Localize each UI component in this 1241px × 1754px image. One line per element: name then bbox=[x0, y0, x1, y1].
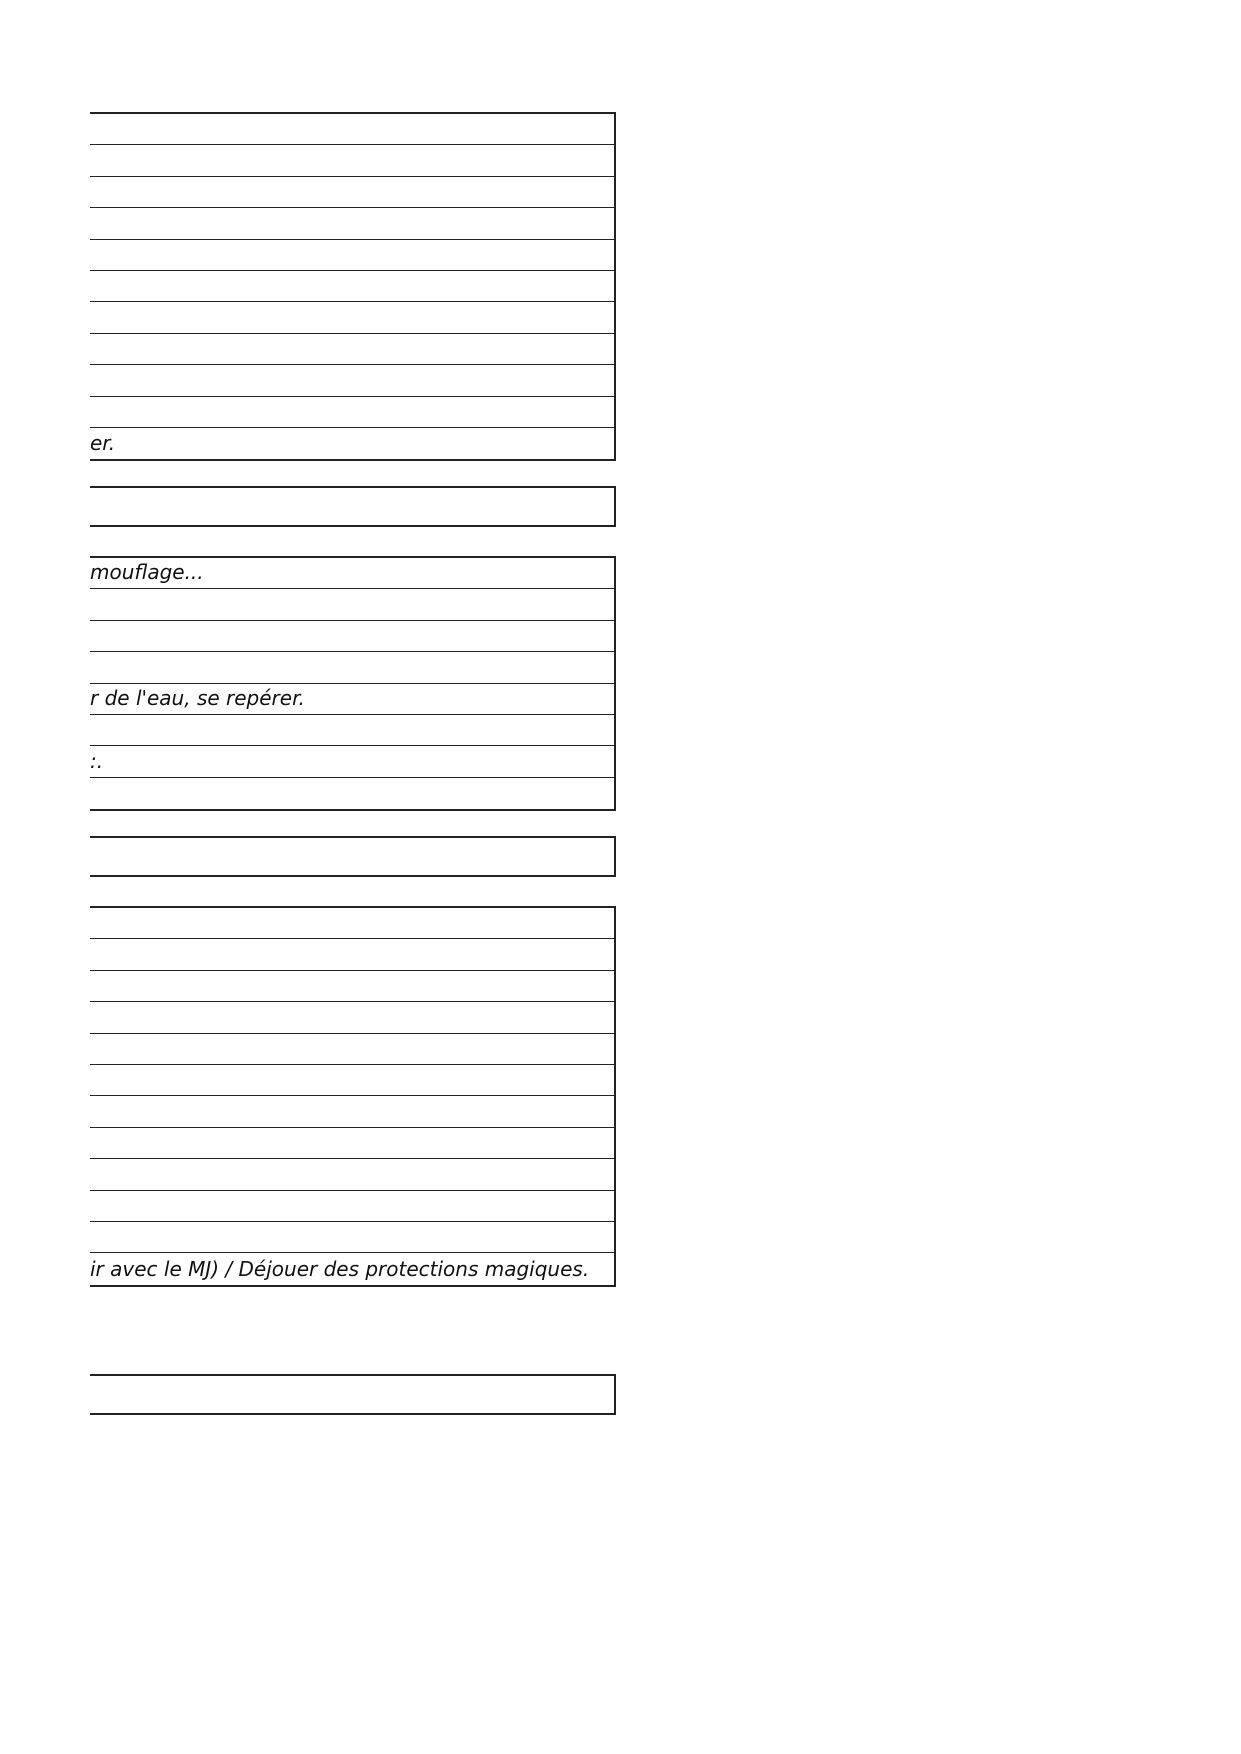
cell-text: ir avec le MJ) / Déjouer des protections magiques. bbox=[90, 1256, 590, 1281]
table-row bbox=[90, 177, 614, 208]
table-row bbox=[90, 1191, 614, 1222]
table-row bbox=[90, 1096, 614, 1127]
table-row bbox=[90, 145, 614, 176]
table-row bbox=[90, 939, 614, 970]
table-row bbox=[90, 302, 614, 333]
table-row bbox=[90, 1065, 614, 1096]
table-row bbox=[90, 397, 614, 428]
table-row bbox=[90, 428, 614, 459]
table-row bbox=[90, 621, 614, 652]
table-row bbox=[90, 240, 614, 271]
table-row bbox=[90, 1002, 614, 1033]
cell-text: er. bbox=[90, 431, 116, 456]
table-row bbox=[90, 971, 614, 1002]
table-row bbox=[90, 652, 614, 683]
table-row bbox=[90, 1034, 614, 1065]
table-row bbox=[90, 746, 614, 777]
table-row bbox=[90, 589, 614, 620]
table-row bbox=[90, 558, 614, 589]
table-row bbox=[90, 114, 614, 145]
table-row bbox=[90, 684, 614, 715]
cell-text: :. bbox=[90, 748, 104, 773]
single-row-box-3 bbox=[90, 1374, 616, 1415]
table-section-1 bbox=[90, 112, 616, 461]
cell-text: r de l'eau, se repérer. bbox=[90, 685, 305, 710]
cell-text: mouflage... bbox=[90, 560, 204, 585]
single-row-box-1 bbox=[90, 486, 616, 527]
table-row bbox=[90, 1253, 614, 1284]
table-row bbox=[90, 1159, 614, 1190]
table-row bbox=[90, 1222, 614, 1253]
table-row bbox=[90, 1128, 614, 1159]
table-row bbox=[90, 365, 614, 396]
table-row bbox=[90, 208, 614, 239]
table-section-3 bbox=[90, 906, 616, 1287]
table-section-2 bbox=[90, 556, 616, 811]
table-row bbox=[90, 271, 614, 302]
table-row bbox=[90, 715, 614, 746]
table-row bbox=[90, 908, 614, 939]
table-row bbox=[90, 778, 614, 809]
table-row bbox=[90, 334, 614, 365]
single-row-box-2 bbox=[90, 836, 616, 877]
